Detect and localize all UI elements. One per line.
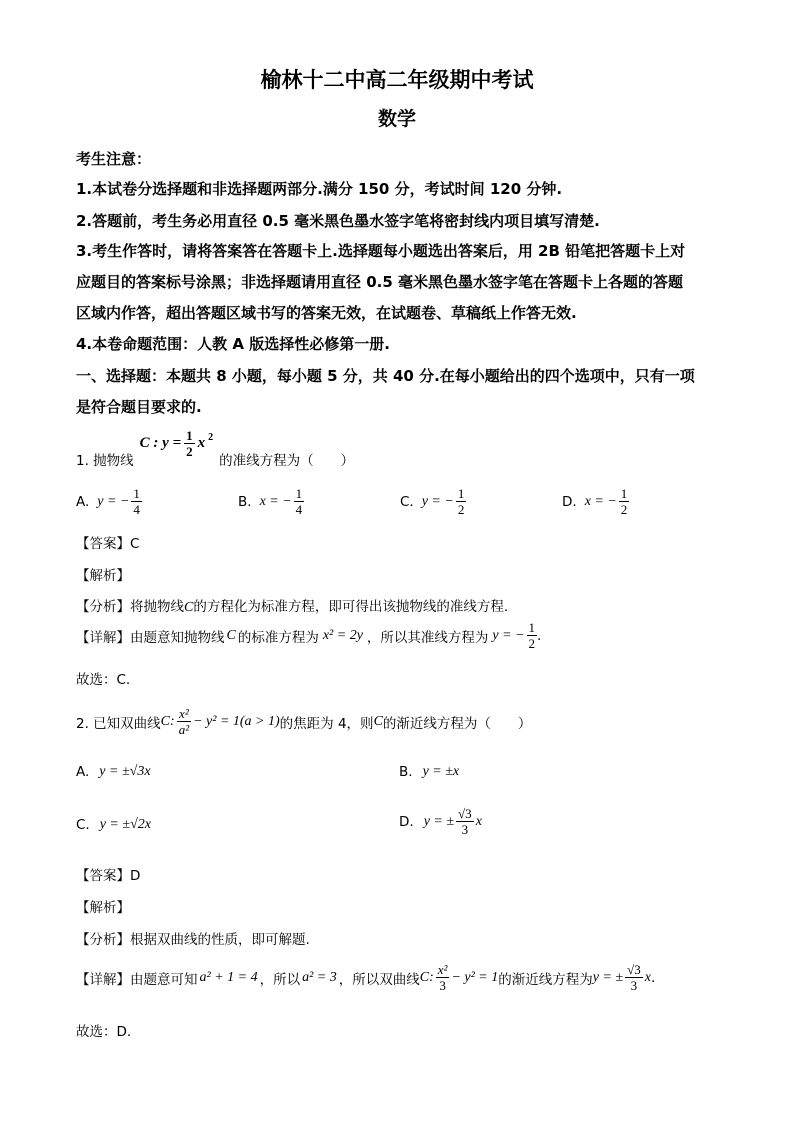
q1-equation — [140, 428, 213, 459]
question-1-stem — [76, 428, 355, 471]
notes-item-3b: 应题目的答案标号涂黑；非选择题请用直径 0.5 毫米黑色墨水签字笔在答题卡上各题的答题 — [76, 273, 684, 291]
notes-item-2: 2.答题前，考生务必用直径 0.5 毫米黑色墨水签字笔将密封线内项目填写清楚. — [76, 212, 600, 230]
q1-conclusion: 故选：C. — [76, 672, 131, 688]
fenxi-tag: 【分析】 — [76, 932, 130, 948]
q1-fenxi: 【分析】将抛物线C的方程化为标准方程，即可得出该抛物线的准线方程. — [76, 599, 509, 615]
option-label: C. — [76, 817, 90, 833]
q1-eq-lhs: C : y = — [139, 435, 182, 451]
q2-option-a[interactable] — [76, 764, 151, 780]
q1-prefix: 1. 抛物线 — [76, 453, 134, 469]
q1-answer — [76, 532, 139, 552]
option-text: y = ±√2x — [99, 817, 151, 832]
answer-tag: 【答案】 — [76, 536, 130, 552]
notes-item-3: 3.考生作答时，请将答案答在答题卡上.选择题每小题选出答案后，用 2B 铅笔把答题卡上对 — [76, 242, 686, 260]
notes-item-4: 4.本卷命题范围：人教 A 版选择性必修第一册. — [76, 335, 390, 353]
q2-option-b[interactable] — [399, 764, 459, 780]
option-lhs: x = − — [584, 493, 617, 509]
option-fraction: $\frac{1}{4}$ — [133, 486, 140, 517]
q2-analysis-tag: 【解析】 — [76, 900, 130, 916]
q1-detail: 【详解】 由题意知抛物线 C 的标准方程为 x² = 2y ，所以其准线方程为 y = − $\frac{1}{2}$ . — [76, 620, 542, 651]
option-lhs: y = − — [421, 493, 454, 509]
detail-equation: x² = 2y — [322, 627, 363, 643]
q2-fenxi: 【分析】根据双曲线的性质，即可解题. — [76, 932, 310, 948]
option-label: C. — [400, 493, 414, 510]
q2-option-d[interactable]: D. y = ± $\frac{√3}{3}$ x — [399, 806, 482, 837]
answer-value: C — [130, 536, 140, 552]
notes-item-3c: 区域内作答，超出答题区域书写的答案无效，在试题卷、草稿纸上作答无效. — [76, 304, 577, 322]
exam-title: 榆林十二中高二年级期中考试 — [260, 68, 534, 92]
detail-fraction-2: $\frac{√3}{3}$ — [627, 962, 641, 993]
q2-prefix: 2. 已知双曲线 — [76, 715, 161, 732]
option-lhs: x = − — [259, 493, 292, 509]
exam-subject: 数学 — [377, 108, 416, 130]
q1-analysis-tag: 【解析】 — [76, 568, 130, 584]
option-label: B. — [238, 493, 252, 510]
section-heading-line2: 是符合题目要求的. — [76, 398, 202, 416]
option-fraction: $\frac{√3}{3}$ — [458, 806, 472, 837]
q1-eq-pow: 2 — [208, 432, 214, 443]
option-fraction: $\frac{1}{2}$ — [457, 486, 465, 517]
q1-option-c[interactable] — [400, 486, 466, 517]
q2-option-c[interactable] — [76, 817, 151, 833]
q1-eq-num: 1 — [186, 428, 193, 443]
answer-tag: 【答案】 — [76, 868, 130, 884]
detail-fraction: $\frac{1}{2}$ — [528, 620, 536, 651]
detail-tag: 【详解】 — [76, 971, 130, 988]
notes-heading: 考生注意： — [76, 150, 152, 168]
option-text: y = ±√3x — [99, 764, 151, 779]
detail-tag: 【详解】 — [76, 629, 130, 646]
q1-option-d[interactable] — [562, 486, 629, 517]
option-label: D. — [399, 813, 414, 830]
question-2-stem: 2. 已知双曲线 C : $\frac{\text{x²}}{\text{a²}}$ − y² = 1(a > 1) 的焦距为 4，则 C 的渐近线方程为（ ） — [76, 706, 532, 737]
q2-conclusion: 故选：D. — [76, 1024, 132, 1040]
q1-eq-den: 2 — [186, 444, 193, 459]
answer-value: D — [130, 868, 141, 884]
section-heading-line1: 一、选择题：本题共 8 小题，每小题 5 分，共 40 分.在每小题给出的四个选项中，只有一项 — [76, 367, 695, 385]
option-label: D. — [562, 493, 577, 510]
option-label: A. — [76, 764, 90, 780]
q2-eq-rest: − y² = 1(a > 1) — [193, 713, 280, 729]
q2-detail: 【详解】 由题意可知 a² + 1 = 4 ，所以 a² = 3 ，所以双曲线 C : $\frac{\text{x²}}{3}$ − y² = 1 的渐近线方程为 y = ± $\frac{√3}{3}$ x . — [76, 962, 656, 993]
q1-option-b[interactable] — [238, 486, 304, 517]
q1-eq-var: x — [197, 435, 206, 451]
detail-fraction-1: $\frac{\text{x²}}{3}$ — [437, 962, 448, 993]
option-text: y = ±x — [422, 764, 460, 779]
option-label: A. — [76, 493, 90, 510]
q2-answer — [76, 864, 140, 884]
notes-item-1: 1.本试卷分选择题和非选择题两部分.满分 150 分，考试时间 120 分钟. — [76, 180, 563, 198]
q1-eq-fraction — [184, 428, 195, 459]
fenxi-tag: 【分析】 — [76, 599, 130, 615]
q1-suffix: 的准线方程为（ ） — [219, 453, 355, 469]
option-fraction: $\frac{1}{4}$ — [295, 486, 303, 517]
option-label: B. — [399, 764, 413, 780]
q1-option-a[interactable] — [76, 486, 142, 517]
option-lhs: y = − — [97, 493, 130, 509]
q2-eq-fraction: $\frac{\text{x²}}{\text{a²}}$ — [178, 706, 190, 737]
option-fraction: $\frac{1}{2}$ — [620, 486, 628, 517]
